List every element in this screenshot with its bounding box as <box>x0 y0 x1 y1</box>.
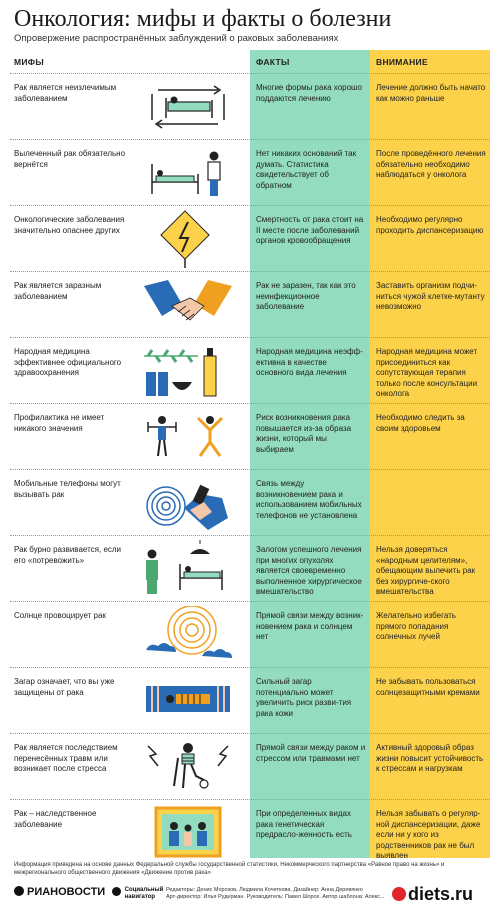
social-line-2: навигатор <box>124 893 156 900</box>
table-row <box>0 140 500 206</box>
myth-text: Вылеченный рак обязательно вернётся <box>14 149 126 169</box>
diets-logo-text[interactable]: diets.ru <box>408 884 474 904</box>
myth-text: Рак является последствием перенесённых травм или возникает после стресса <box>14 743 118 773</box>
source-note: Информация приведена на основе данных Федеральной службы государственной статистики, Некоммерческого партнерства «Равное право на жизнь» и межрегионального общественного движения «Движение против рака» <box>14 862 445 876</box>
fact-text: Риск возникновения рака повышается из-за образа жизни, который мы выбираем <box>256 413 352 454</box>
myth-text: Рак является неизлечимым заболеванием <box>14 83 117 103</box>
table-row <box>0 602 500 668</box>
social-navigator-icon <box>112 887 121 896</box>
fact-text: Многие формы рака хорошо поддаются лечению <box>256 83 362 103</box>
page-subtitle: Опровержение распространённых заблуждений о раковых заболеваниях <box>14 33 339 44</box>
ria-dot-icon <box>14 886 24 896</box>
fact-text: Залогом успешного лечения при многих опухолях является своевременно выполненное хирургическое вмешательство <box>256 545 362 596</box>
table-row <box>0 338 500 404</box>
fact-text: Рак не заразен, так как это неинфекционное заболевание <box>256 281 356 311</box>
myth-text: Народная медицина эффективнее официального здравоохранения <box>14 347 122 377</box>
myths-header: МИФЫ <box>14 57 44 67</box>
fact-text: Связь между возникновением рака и использованием мобильных телефонов не установлена <box>256 479 362 520</box>
warning-text: Не забывать пользоваться солнцезащитными кремами <box>376 677 480 697</box>
fact-text: Прямой связи между раком и стрессом или травмами нет <box>256 743 366 763</box>
credits-line-2: Арт-директор: Илья Рудерман. Руководитель: Павел Шорох. Автор шаблона: Алекс... <box>166 894 385 900</box>
fact-text: Нет никаких оснований так думать. Статистика свидетельствует об обратном <box>256 149 357 190</box>
myth-text: Профилактика не имеет никакого значения <box>14 413 105 433</box>
exercise-icon <box>138 408 238 466</box>
sun-and-clouds-icon <box>138 606 238 664</box>
diets-logo[interactable] <box>392 884 473 905</box>
facts-header: ФАКТЫ <box>256 57 290 67</box>
table-row <box>0 74 500 140</box>
myth-text: Мобильные телефоны могут вызывать рак <box>14 479 121 499</box>
footer-logos <box>14 884 494 904</box>
myth-text: Онкологические заболевания значительно опаснее других <box>14 215 125 235</box>
warning-text: Необходимо регулярно проходить диспансеризацию <box>376 215 484 235</box>
social-line-1: Социальный <box>124 887 164 893</box>
fact-text: При определенных видах рака генетическая предрасло-женность есть <box>256 809 352 839</box>
warning-text: Заставить организм подчи-ниться чужой клетке-мутанту невозможно <box>376 281 485 311</box>
mobile-phone-icon <box>138 474 238 532</box>
table-row <box>0 404 500 470</box>
herbs-and-bottles-icon <box>138 342 238 400</box>
warning-text: Нельзя забывать о регуляр-ной диспансеризации, даже если ни у кого из родственников рак не был выявлен <box>376 809 481 860</box>
surgeon-icon <box>138 540 238 598</box>
table-row <box>0 206 500 272</box>
warning-text: Нельзя доверяться «народным целителям», обещающим вылечить рак без хирургиче-ского вмешательства <box>376 545 476 596</box>
table-row <box>0 734 500 800</box>
injured-person-icon <box>138 738 238 796</box>
warning-text: Желательно избегать прямого попадания солнечных лучей <box>376 611 456 641</box>
table-row <box>0 668 500 734</box>
warning-text: Активный здоровый образ жизни повысит устойчивость к стрессам и нагрузкам <box>376 743 484 773</box>
danger-sign-icon <box>138 210 238 268</box>
doctor-and-bed-icon <box>138 144 238 202</box>
myth-text: Солнце провоцирует рак <box>14 611 106 620</box>
table-row <box>0 470 500 536</box>
sunbathing-icon <box>138 672 238 730</box>
table-row <box>0 272 500 338</box>
credits-line-1: Редакторы: Денис Морозов, Людмила Кочеткова. Дизайнер: Анна Деревянко <box>166 887 363 893</box>
myth-text: Рак бурно развивается, если его «потревожить» <box>14 545 122 565</box>
table-row <box>0 800 500 866</box>
page-title: Онкология: мифы и факты о болезни <box>14 6 392 32</box>
warning-text: Народная медицина может присоединиться как сопутствующая терапия только после консультации онколога <box>376 347 478 398</box>
warning-text: После проведённого лечения обязательно необходимо наблюдаться у онколога <box>376 149 486 179</box>
fact-text: Смертность от рака стоит на II месте после заболеваний органов кровообращения <box>256 215 364 245</box>
warning-text: Необходимо следить за своим здоровьем <box>376 413 465 433</box>
credits <box>166 887 406 901</box>
hospital-bed-icon <box>138 78 238 136</box>
family-portrait-icon <box>138 804 238 862</box>
ria-logo <box>14 886 105 898</box>
fact-text: Народная медицина неэфф-ективна в качестве основного вида лечения <box>256 347 363 377</box>
social-navigator-logo <box>112 887 163 900</box>
warning-header: ВНИМАНИЕ <box>376 57 428 67</box>
table-row <box>0 536 500 602</box>
myth-text: Загар означает, что вы уже защищены от рака <box>14 677 115 697</box>
myth-text: Рак является заразным заболеванием <box>14 281 102 301</box>
warning-text: Лечение должно быть начато как можно раньше <box>376 83 486 103</box>
fact-text: Прямой связи между возник-новением рака и солнцем нет <box>256 611 364 641</box>
handshake-icon <box>138 276 238 334</box>
apple-icon <box>392 887 406 901</box>
fact-text: Сильный загар потенциально может увеличить риск разви-тия рака кожи <box>256 677 352 718</box>
myth-text: Рак – наследственное заболевание <box>14 809 97 829</box>
ria-logo-text: РИАНОВОСТИ <box>27 886 106 898</box>
